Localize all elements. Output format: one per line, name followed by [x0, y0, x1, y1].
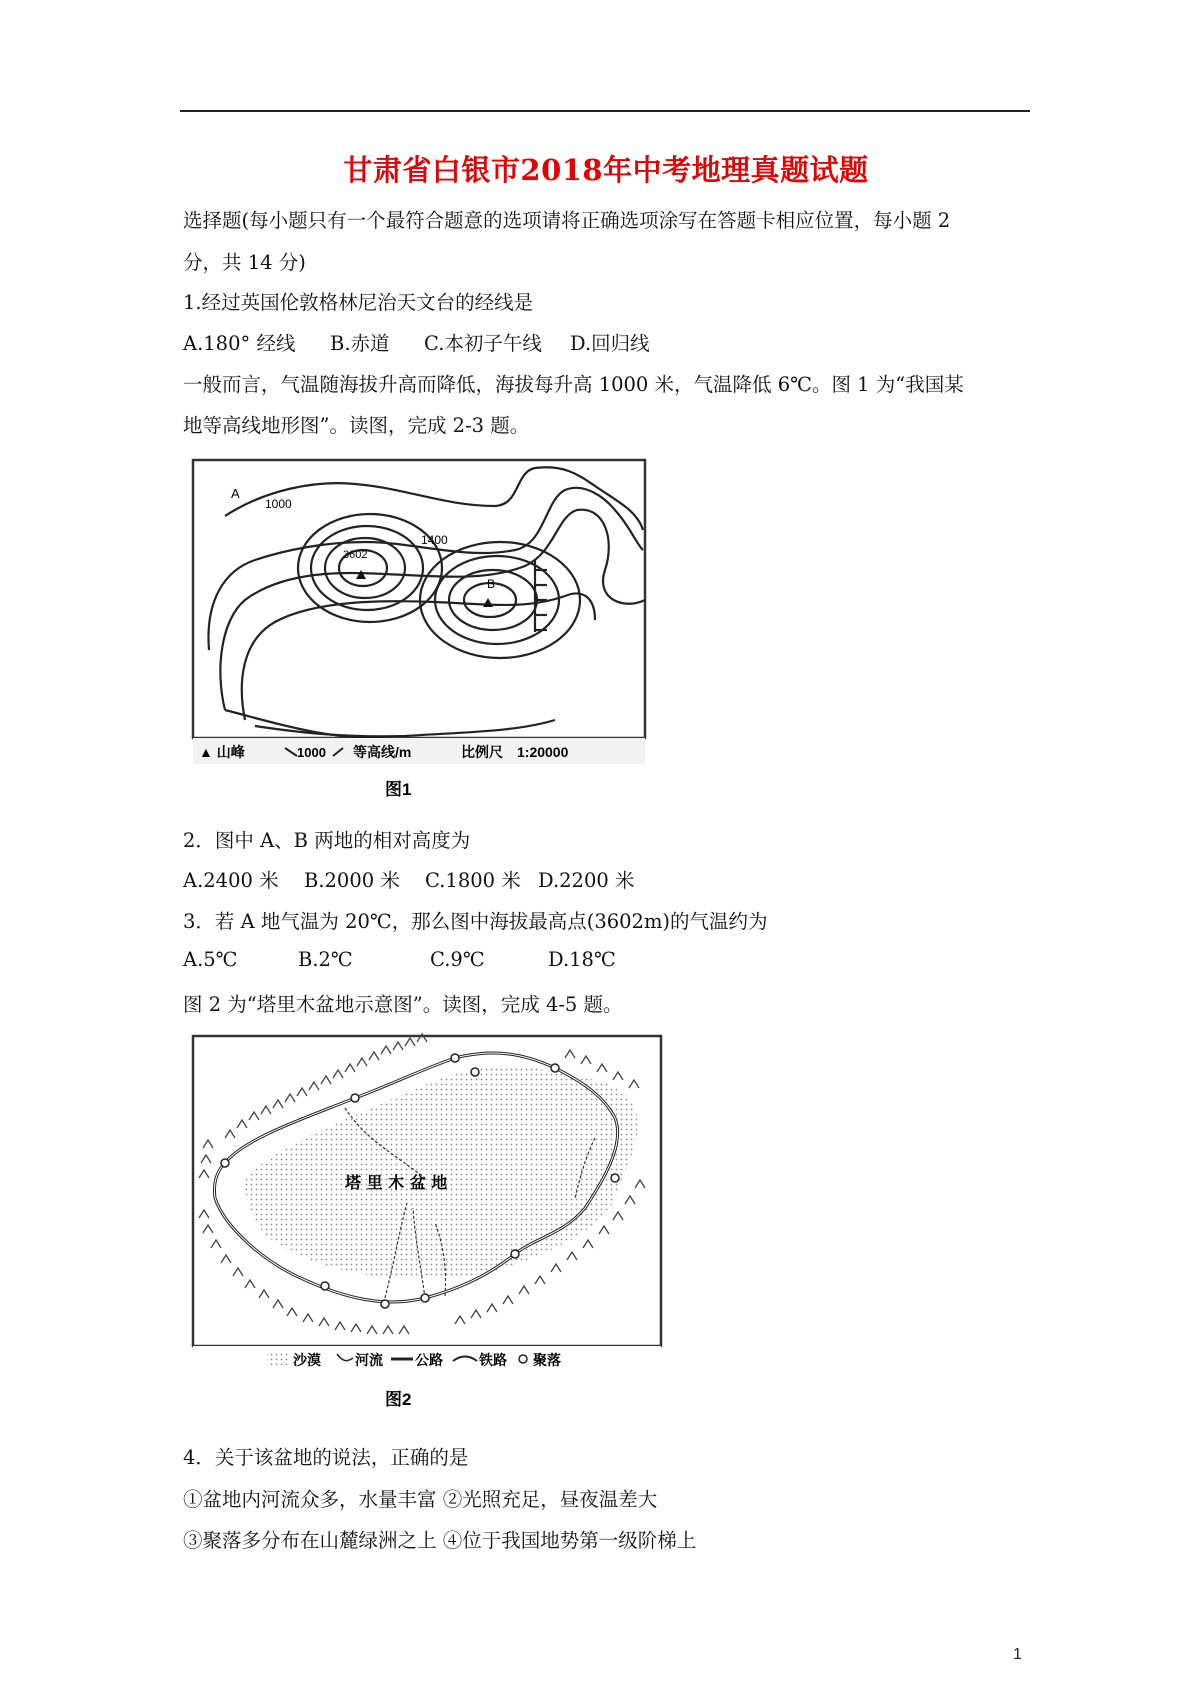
q1-stem: 1.经过英国伦敦格林尼治天文台的经线是 [183, 291, 534, 314]
passage1-line-2: 地等高线地形图”。读图，完成 2-3 题。 [183, 414, 530, 437]
legend-river: 河流 [355, 1352, 383, 1368]
legend-settlement: 聚落 [533, 1352, 561, 1368]
contour-ring-4 [242, 593, 595, 720]
q3-option-d: D.18℃ [548, 948, 616, 971]
q4-line-1: ①盆地内河流众多，水量丰富 ②光照充足，昼夜温差大 [183, 1488, 658, 1511]
label-3602: 3602 [343, 549, 368, 561]
q1-option-d: D.回归线 [570, 332, 650, 355]
label-a: A [231, 486, 240, 501]
figure-2-caption: 图2 [385, 1390, 412, 1409]
figure-1-caption: 图1 [385, 780, 412, 799]
legend-highway: 公路 [415, 1352, 443, 1368]
header-rule [180, 110, 1030, 112]
q3-option-c: C.9℃ [430, 948, 485, 971]
legend-desert-swatch [267, 1353, 289, 1365]
q2-option-a: A.2400 米 [183, 869, 279, 892]
intro-line-1: 选择题(每小题只有一个最符合题意的选项请将正确选项涂写在答题卡相应位置，每小题 2 [183, 209, 951, 232]
legend-railway: 铁路 [479, 1352, 507, 1368]
legend-desert: 沙漠 [293, 1352, 321, 1368]
passage2-line-1: 图 2 为“塔里木盆地示意图”。读图，完成 4-5 题。 [183, 993, 623, 1016]
figure-1-contour-map [185, 450, 655, 810]
q3-stem: 3．若 A 地气温为 20℃，那么图中海拔最高点(3602m)的气温约为 [183, 910, 768, 933]
q1-option-b: B.赤道 [330, 332, 390, 355]
legend-band [193, 738, 645, 764]
q3-option-a: A.5℃ [183, 948, 238, 971]
legend-settlement-mark [519, 1355, 527, 1363]
basin-label: 塔 里 木 盆 地 [345, 1173, 448, 1192]
label-1400: 1400 [421, 533, 448, 547]
passage1-line-1: 一般而言，气温随海拔升高而降低，海拔每升高 1000 米，气温降低 6℃。图 1 为“我国某 [183, 373, 964, 396]
peak-triangle-icon [356, 570, 366, 579]
q1-option-c: C.本初子午线 [424, 332, 542, 355]
q2-stem: 2．图中 A、B 两地的相对高度为 [183, 829, 471, 852]
q4-line-2: ③聚落多分布在山麓绿洲之上 ④位于我国地势第一级阶梯上 [183, 1529, 697, 1552]
label-b: B [487, 577, 496, 591]
peak-ring-3 [325, 538, 405, 598]
legend-peak: ▲ 山峰 [199, 744, 245, 760]
label-1000: 1000 [265, 497, 292, 511]
q1-option-a: A.180° 经线 [183, 332, 296, 355]
contour-1000 [208, 488, 643, 650]
q2-option-c: C.1800 米 [425, 869, 521, 892]
b-peak-triangle-icon [483, 598, 493, 607]
legend-contour-label: 等高线/m [353, 744, 412, 760]
page-title: 甘肃省白银市2018年中考地理真题试题 [343, 153, 869, 187]
q2-option-b: B.2000 米 [304, 869, 400, 892]
figure-2-tarim-basin-map [185, 1028, 675, 1418]
page-number: 1 [1013, 1646, 1022, 1663]
q3-option-b: B.2℃ [298, 948, 353, 971]
q4-stem: 4．关于该盆地的说法，正确的是 [183, 1446, 469, 1469]
intro-line-2: 分，共 14 分) [183, 251, 306, 274]
q2-option-d: D.2200 米 [538, 869, 635, 892]
b-ring-1 [420, 542, 580, 658]
legend-contour-value: 1000 [297, 745, 326, 760]
legend-scale: 比例尺 1:20000 [461, 744, 569, 760]
contour-outer-bottom [225, 710, 385, 738]
